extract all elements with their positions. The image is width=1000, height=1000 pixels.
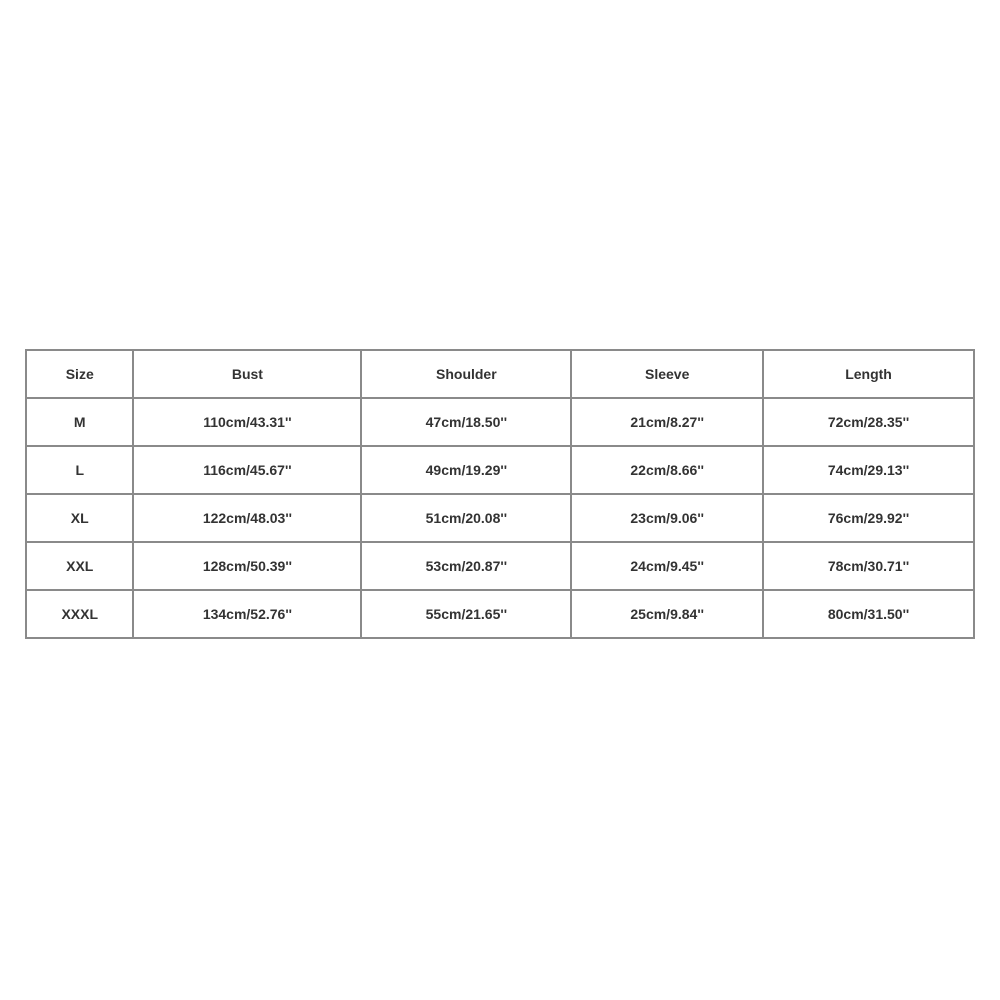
cell-size: XXL: [26, 542, 133, 590]
cell-shoulder: 49cm/19.29'': [361, 446, 571, 494]
cell-sleeve: 24cm/9.45'': [571, 542, 763, 590]
cell-bust: 134cm/52.76'': [133, 590, 361, 638]
cell-length: 80cm/31.50'': [763, 590, 974, 638]
cell-bust: 110cm/43.31'': [133, 398, 361, 446]
cell-size: M: [26, 398, 133, 446]
cell-length: 74cm/29.13'': [763, 446, 974, 494]
cell-length: 72cm/28.35'': [763, 398, 974, 446]
cell-size: XL: [26, 494, 133, 542]
size-chart-table: [25, 349, 975, 639]
header-shoulder: Shoulder: [361, 350, 571, 398]
cell-sleeve: 22cm/8.66'': [571, 446, 763, 494]
cell-sleeve: 23cm/9.06'': [571, 494, 763, 542]
table-header-row: [26, 350, 974, 398]
cell-length: 78cm/30.71'': [763, 542, 974, 590]
cell-sleeve: 25cm/9.84'': [571, 590, 763, 638]
table-row: [26, 590, 974, 638]
table-row: [26, 494, 974, 542]
table-row: [26, 398, 974, 446]
table-row: [26, 446, 974, 494]
cell-size: L: [26, 446, 133, 494]
header-size: Size: [26, 350, 133, 398]
table-row: [26, 542, 974, 590]
cell-shoulder: 47cm/18.50'': [361, 398, 571, 446]
cell-shoulder: 53cm/20.87'': [361, 542, 571, 590]
cell-bust: 116cm/45.67'': [133, 446, 361, 494]
cell-bust: 122cm/48.03'': [133, 494, 361, 542]
cell-sleeve: 21cm/8.27'': [571, 398, 763, 446]
cell-length: 76cm/29.92'': [763, 494, 974, 542]
cell-shoulder: 51cm/20.08'': [361, 494, 571, 542]
header-sleeve: Sleeve: [571, 350, 763, 398]
header-length: Length: [763, 350, 974, 398]
cell-size: XXXL: [26, 590, 133, 638]
header-bust: Bust: [133, 350, 361, 398]
cell-bust: 128cm/50.39'': [133, 542, 361, 590]
cell-shoulder: 55cm/21.65'': [361, 590, 571, 638]
